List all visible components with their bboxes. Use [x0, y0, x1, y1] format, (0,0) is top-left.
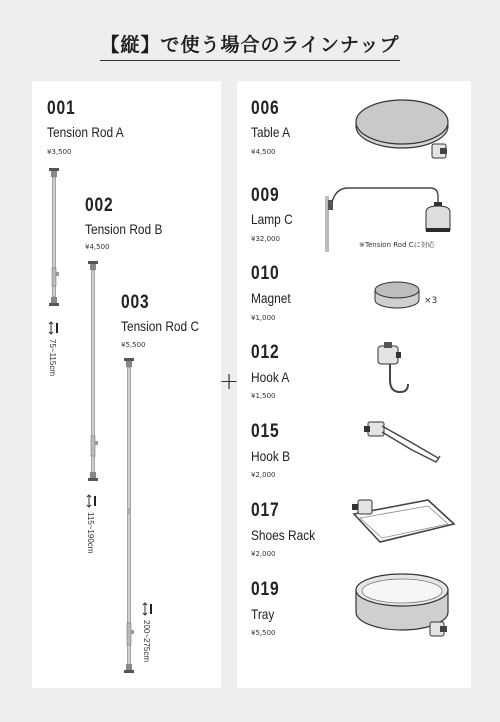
item-name: Hook B	[251, 448, 291, 464]
item-number: 002	[85, 195, 114, 216]
tension-rod-icon	[85, 261, 105, 486]
compatibility-note: ※Tension Rod Cに対応	[359, 241, 435, 249]
item-number: 010	[251, 263, 280, 284]
item-number: 003	[121, 292, 150, 313]
title-underline	[100, 60, 400, 61]
item-price: ¥3,500	[47, 148, 72, 156]
item-name: Tension Rod B	[85, 221, 163, 237]
item-name: Shoes Rack	[251, 527, 316, 543]
item-price: ¥2,000	[251, 550, 276, 558]
range-label: 200~275cm	[142, 620, 151, 663]
item-name: Tension Rod A	[47, 124, 124, 140]
item-price: ¥1,500	[251, 392, 276, 400]
hook-icon	[362, 414, 444, 466]
range-label: 75~115cm	[48, 339, 57, 376]
item-price: ¥32,000	[251, 235, 280, 243]
page-title: 【縦】で使う場合のラインナップ	[100, 34, 400, 56]
range-arrow-icon	[48, 321, 60, 335]
tray-icon	[352, 572, 456, 644]
item-name: Magnet	[251, 290, 291, 306]
hook-icon	[376, 340, 426, 396]
item-name: Tension Rod C	[121, 318, 200, 334]
range-arrow-icon	[86, 494, 98, 508]
item-number: 001	[47, 98, 76, 119]
item-price: ¥4,500	[251, 148, 276, 156]
plus-sign: +	[219, 367, 240, 395]
quantity-label: ×3	[424, 296, 438, 306]
item-price: ¥2,000	[251, 471, 276, 479]
item-number: 012	[251, 342, 280, 363]
tension-rod-icon	[46, 168, 66, 313]
item-number: 019	[251, 579, 280, 600]
range-arrow-icon	[142, 602, 154, 616]
item-price: ¥4,500	[85, 243, 110, 251]
magnet-icon	[373, 278, 421, 310]
item-price: ¥5,500	[251, 629, 276, 637]
table-icon	[354, 96, 454, 166]
item-name: Lamp C	[251, 211, 293, 227]
item-price: ¥5,500	[121, 341, 146, 349]
item-number: 006	[251, 98, 280, 119]
item-number: 009	[251, 185, 280, 206]
shoes-rack-icon	[350, 494, 460, 554]
tension-rod-icon	[121, 358, 141, 676]
item-price: ¥1,000	[251, 314, 276, 322]
item-number: 015	[251, 421, 280, 442]
item-name: Tray	[251, 606, 275, 622]
item-name: Table A	[251, 124, 291, 140]
range-label: 115~190cm	[86, 512, 95, 554]
item-number: 017	[251, 500, 280, 521]
item-name: Hook A	[251, 369, 290, 385]
